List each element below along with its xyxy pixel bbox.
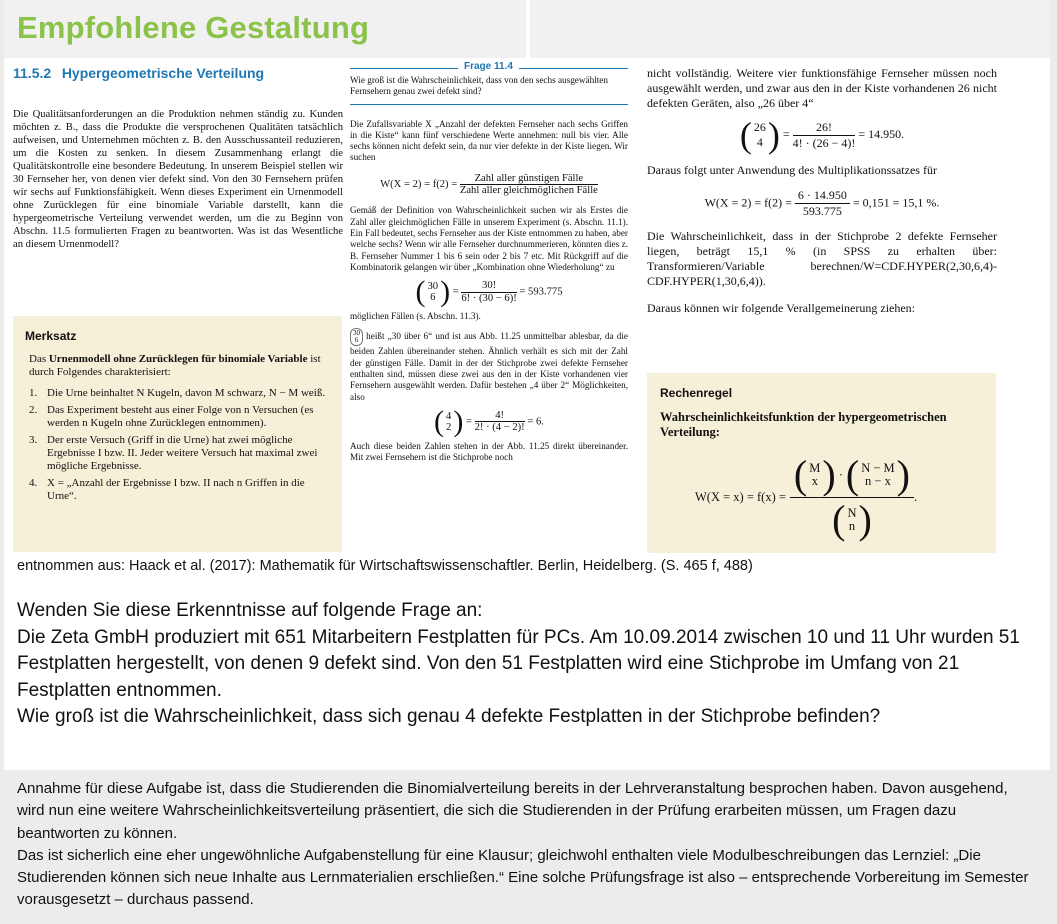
merksatz-lead-bold: Urnenmodell ohne Zurücklegen für binomiale Variable (48, 353, 308, 365)
list-item-text: Das Experiment besteht aus einer Folge von n Versuchen (es werden n Kugeln ohne Zurücklegen entnommen). (47, 404, 314, 429)
list-item (29, 434, 332, 473)
section-title: Hypergeometrische Verteilung (61, 65, 265, 81)
formula-1-lhs: W(X = 2) = f(2) = (380, 179, 458, 191)
list-item-text: Die Urne beinhaltet N Kugeln, davon M schwarz, N − M weiß. (47, 387, 326, 399)
formula-4-numerator: 26! (793, 120, 856, 136)
task-line-2: Die Zeta GmbH produziert mit 651 Mitarbeitern Festplatten für PCs. Am 10.09.2014 zwischen 10 und 11 Uhr wurden 51 Festplatten hergestellt, von denen 9 defekt sind. Von den 51 Festplatten wird eine Stichprobe im Umfang von 21 Festplatten entnommen. (17, 626, 1020, 701)
binomial-N-M-n-x: ( N − M n − x ) (845, 452, 910, 497)
formula-5 (647, 188, 997, 219)
list-item-text: Der erste Versuch (Griff in die Urne) hat zwei mögliche Ergebnisse I bzw. II. Jeder weitere Versuch hat maximal zwei mögliche Ergebnisse. (47, 434, 318, 472)
merksatz-list (29, 387, 332, 503)
intro-paragraph: Die Qualitätsanforderungen an die Produktion nehmen ständig zu. Kunden möchten z. B., dass die Produkte die versprochenen Qualitäten tatsächlich aufweisen, und Unternehmen möchten z. B. den Ausschussanteil reduzieren, um die Kosten zu senken. In diesem Zusammenhang erlangt die Qualitätskontrolle eine besondere Bedeutung. In unserem Beispiel stellen wir 30 Fernseher her, von denen vier defekt sind. Von den 30 Fernsehern prüfen wir sechs auf Funktionsfähigkeit. Wenn dieses Experiment ein Urnenmodell ohne Zurücklegen für eine binomiale Variable darstellt, kann die hypergeometrische Verteilung verwendet werden, um die zu Beginn von Abschn. 11.5 formulierten Fragen zu beantworten. Was ist das Wesentliche an diesem Urnenmodell? (13, 109, 343, 250)
middle-paragraph-3: möglichen Fällen (s. Abschn. 11.3). (350, 311, 481, 322)
formula-2-result: = 593.775 (519, 286, 563, 298)
formula-3-result: = 6. (527, 416, 544, 428)
task-line-3: Wie groß ist die Wahrscheinlichkeit, dass sich genau 4 defekte Festplatten in der Stichprobe befinden? (17, 706, 881, 727)
list-item-number: 1. (29, 387, 38, 399)
list-item (29, 387, 332, 400)
binom-bottom: 2 (446, 421, 452, 433)
header-right-panel (530, 0, 1050, 58)
section-number: 11.5.2 (13, 65, 52, 81)
formula-1-denominator: Zahl aller gleichmöglichen Fälle (459, 185, 598, 197)
textbook-excerpt (10, 60, 1050, 558)
formula-5-fraction (795, 188, 850, 219)
middle-paragraph-1: Die Zufallsvariable X „Anzahl der defekten Fernseher nach sechs Griffen in die Kiste“ kann fünf verschiedene Werte annehmen: null bis vier. Alle sechs können nicht defekt sein, da nur vier defekte in der Kiste liegen. Wir suchen (350, 118, 628, 163)
rechenregel-formula: W(X = x) = f(x) = ( M x ) · ( N − M n − x ) ( N n ) . (695, 452, 918, 542)
binom-top: N (847, 506, 857, 520)
list-item-number: 3. (29, 434, 38, 446)
rechenregel-heading: Rechenregel (660, 386, 733, 400)
middle-paragraph-2: Gemäß der Definition von Wahrscheinlichkeit suchen wir als Erstes die Zahl aller gleichmöglichen Fälle in unserem Experiment (s. Abschn. 11.1). Ein Fall bedeutet, sechs Fernseher aus der Kiste entnommen zu haben, aber welche sechs? Wenn wir alle Fernseher durchnummerieren, könnten dies z. B. Fernseher Nummer 1 bis 6 sein oder 2 bis 7 etc. Mit Rückgriff auf die Kombinatorik gelangen wir über „Kombination ohne Wiederholung“ zu (350, 205, 628, 272)
task-text (17, 598, 1037, 731)
merksatz-body (29, 353, 332, 503)
binom-top: 4 (446, 410, 452, 422)
list-item-number: 4. (29, 477, 38, 489)
binomial-4-2: ( 4 2 ) (434, 404, 464, 438)
source-citation: entnommen aus: Haack et al. (2017): Mathematik für Wirtschaftswissenschaftler. Berlin, Heidelberg. (S. 465 f, 488) (17, 558, 753, 574)
rechenregel-subtitle: Wahrscheinlichkeitsfunktion der hypergeometrischen Verteilung: (660, 410, 947, 439)
merksatz-lead-b: ist durch Folgendes charakterisiert: (29, 353, 321, 378)
right-paragraph-2: Daraus folgt unter Anwendung des Multiplikationssatzes für (647, 163, 937, 177)
binom-top: 30 (427, 280, 439, 292)
middle-paragraph-4-text: heißt „30 über 6“ und ist aus Abb. 11.25 unmittelbar ablesbar, da die beiden Zahlen übereinander stehen. Ähnlich verhält es sich mit der Zahl der günstigen Fälle. Damit in der der Stichprobe zwei defekte Fernseher enthalten sind, müssen diese zwei aus den in der Kiste vorhandenen vier Fernsehern ausgewählt werden. Dafür bestehen „4 über 2“ Möglichkeiten, also (350, 331, 628, 402)
binom-top: N − M (861, 461, 895, 475)
list-item-text: X = „Anzahl der Ergebnisse I bzw. II nach n Griffen in die Urne“. (47, 477, 305, 502)
task-line-1: Wenden Sie diese Erkenntnisse auf folgende Frage an: (17, 600, 483, 621)
list-item-number: 2. (29, 404, 38, 416)
binomial-30-6: ( 30 6 ) (415, 275, 451, 309)
formula-2: ( 30 6 ) = $\frac{30!}{6! \cdot (30 - 6)!}$ = 593.775 (415, 275, 563, 309)
middle-column (350, 61, 628, 464)
formula-5-denominator: 593.775 (802, 204, 842, 218)
formula-2-denominator: 6! · (30 − 6)! (461, 292, 517, 304)
formula-3: ( 4 2 ) = $\frac{4!}{2! \cdot (4 - 2)!}$ = 6. (434, 404, 544, 438)
formula-5-result: = 0,151 = 15,1 %. (852, 195, 940, 210)
formula-2-fraction (461, 280, 516, 304)
right-column (647, 66, 997, 316)
merksatz-box (13, 316, 342, 552)
right-paragraph-1: nicht vollständig. Weitere vier funktionsfähige Fernseher müssen noch ausgewählt werden, und zwar aus den in der Kiste vorhandenen 26 nicht defekten Geräten, also „26 über 4“ (647, 66, 997, 110)
formula-4: ( 26 4 ) = $\frac{26!}{4! \cdot (26 - 4)!}$ = 14.950. (739, 115, 905, 155)
formula-1-fraction (460, 173, 598, 197)
binom-bottom: n − x (865, 474, 891, 488)
frage-label: Frage 11.4 (458, 61, 519, 72)
frage-divider (350, 104, 628, 105)
rechenregel-box (647, 373, 996, 553)
formula-2-numerator: 30! (461, 280, 516, 292)
note-paragraph-2: Das ist sicherlich eine eher ungewöhnliche Aufgabenstellung für eine Klausur; gleichwohl enthalten viele Modulbeschreibungen das Lernziel: „Die Studierenden können sich neue Inhalte aus Lernmaterialien erschließen.“ Eine solche Prüfungsfrage ist also – entsprechende Vorbereitung im Semester vorausgesetzt – durchaus passend. (17, 846, 1029, 909)
binom-inline-top: 30 (353, 329, 360, 338)
binom-bottom: 6 (430, 292, 436, 304)
binom-top: 26 (753, 120, 766, 134)
formula-3-denominator: 2! · (4 − 2)! (474, 422, 525, 434)
left-column (13, 67, 343, 251)
rechenregel-lhs: W(X = x) = f(x) = (695, 490, 786, 504)
formula-1 (350, 173, 628, 197)
binom-bottom: x (811, 474, 818, 488)
rechenregel-numerator: ( M x ) · ( N − M n − x ) (790, 455, 914, 498)
merksatz-lead-a: Das (29, 353, 49, 365)
frage-box (350, 61, 628, 98)
middle-paragraph-4 (350, 328, 628, 402)
binom-inline-bottom: 6 (354, 336, 359, 345)
formula-3-fraction (475, 410, 525, 434)
binom-bottom: n (848, 519, 856, 533)
binomial-M-x: ( M x ) (793, 452, 836, 497)
binomial-26-4: ( 26 4 ) (739, 115, 780, 155)
list-item (29, 404, 332, 430)
merksatz-heading: Merksatz (25, 329, 77, 343)
binomial-inline-30-6 (350, 328, 363, 346)
formula-1-numerator: Zahl aller günstigen Fälle (460, 173, 598, 185)
binomial-N-n: ( N n ) (832, 497, 872, 542)
section-heading (13, 67, 343, 82)
formula-3-numerator: 4! (475, 410, 525, 422)
binom-top: M (809, 461, 821, 475)
formula-5-lhs: W(X = 2) = f(2) = (704, 195, 792, 210)
binom-bottom: 4 (756, 135, 763, 149)
right-paragraph-3: Die Wahrscheinlichkeit, dass in der Stichprobe 2 defekte Fernseher liegen, beträgt 15,1 % (in SPSS zu erhalten über: Transformieren/Variable berechnen/W=CDF.HYPER(2,30,6,4)-CDF.HYPER(1,30,6,4)). (647, 229, 997, 288)
formula-4-denominator: 4! · (26 − 4)! (792, 135, 856, 150)
middle-paragraph-5: Auch diese beiden Zahlen stehen in der Abb. 11.25 direkt übereinander. Mit zwei Fernsehern ist die Stichprobe noch (350, 440, 628, 463)
merksatz-lead (29, 353, 332, 379)
rechenregel-fraction (790, 452, 914, 542)
formula-4-fraction (793, 120, 856, 151)
right-paragraph-4: Daraus können wir folgende Verallgemeinerung ziehen: (647, 301, 916, 315)
note-paragraph-1: Annahme für diese Aufgabe ist, dass die Studierenden die Binomialverteilung bereits in der Lehrveranstaltung besprochen haben. Davon ausgehend, wird nun eine weitere Wahrscheinlichkeitsverteilung präsentiert, die sich die Studierenden in der Prüfung erarbeiten müssen, um Fragen dazu beantworten zu können. (17, 780, 1008, 842)
frage-text: Wie groß ist die Wahrscheinlichkeit, dass von den sechs ausgewählten Fernsehern genau zwei defekt sind? (350, 75, 608, 97)
formula-5-numerator: 6 · 14.950 (795, 188, 850, 204)
page-title: Empfohlene Gestaltung (17, 10, 370, 45)
formula-4-result: = 14.950. (858, 126, 905, 141)
list-item (29, 477, 332, 503)
note-text (17, 778, 1037, 912)
